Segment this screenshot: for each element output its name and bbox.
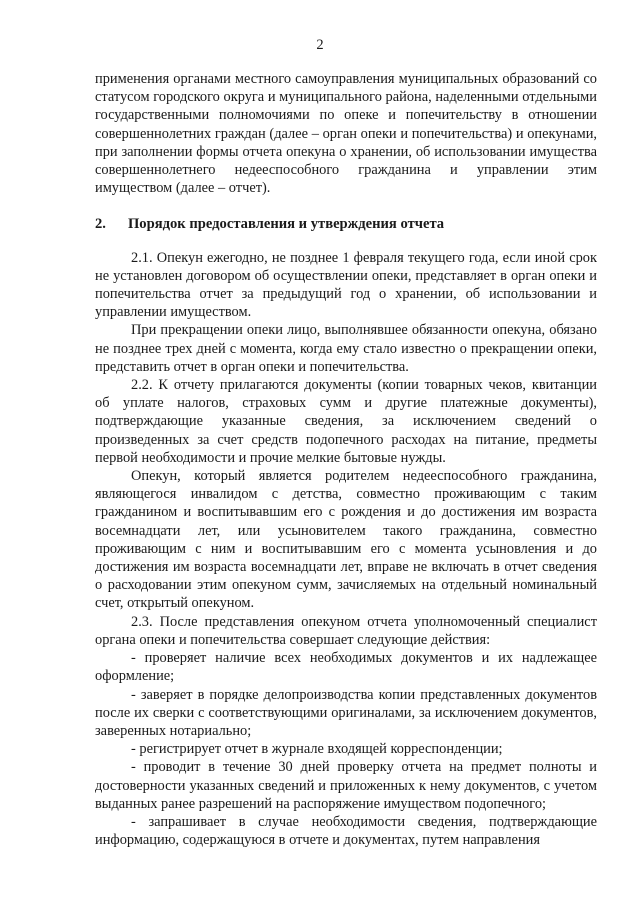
paragraph-2-1: 2.1. Опекун ежегодно, не позднее 1 февраля текущего года, если иной срок не установлен договором об осуществлении опеки, представляет в орган опеки и попечительства отчет за предыдущий год о хранении, об использовании и управлении имуществом. [95,249,597,321]
list-item-verify-report: - проводит в течение 30 дней проверку отчета на предмет полноты и достоверности указанных сведений и приложенных к нему документов, с учетом выданных ранее разрешений на распоряжение имуществом подопечного; [95,759,597,812]
section-heading [95,215,597,233]
paragraph-2-3: 2.3. После представления опекуном отчета уполномоченный специалист органа опеки и попечительства совершает следующие действия: [95,613,597,648]
paragraph-intro-continuation: применения органами местного самоуправления муниципальных образований со статусом городского округа и муниципального района, наделенными отдельными государственными полномочиями по опеке и попечительству в отношении совершеннолетних граждан (далее – орган опеки и попечительства) и опекунами, при заполнении формы отчета опекуна о хранении, об использовании имущества совершеннолетнего недееспособного гражданина и управлении этим имуществом (далее – отчет). [95,71,597,197]
list-item-check-documents: - проверяет наличие всех необходимых документов и их надлежащее оформление; [95,650,597,685]
list-item-register-report: - регистрирует отчет в журнале входящей корреспонденции; [131,741,503,758]
list-item-request-info: - запрашивает в случае необходимости сведения, подтверждающие информацию, содержащуюся в отчете и документах, путем направления [95,813,597,849]
paragraph-2-2: 2.2. К отчету прилагаются документы (копии товарных чеков, квитанции об уплате налогов, страховых сумм и другие платежные документы), подтверждающие указанные сведения, за исключением сведений о произведенных за счет средств подопечного расходах на питание, предметы первой необходимости и прочие мелкие бытовые нужды. [95,377,597,466]
document-body [95,70,597,849]
list-item-certify-copies: - заверяет в порядке делопроизводства копии представленных документов после их сверки с соответствующими оригиналами, за исключением документов, заверенных нотариально; [95,686,597,739]
paragraph-parent-guardian: Опекун, который является родителем недееспособного гражданина, являющегося инвалидом с детства, совместно проживающим с таким гражданином и воспитывавшим его с рождения и до достижения им возраста восемнадцати лет, или усыновителем такого гражданина, совместно проживающим с ним и воспитывавшим его с момента усыновления и до достижения им возраста восемнадцати лет, вправе не включать в отчет сведения о расходовании этим опекуном сумм, зачисляемых на отдельный номинальный счет, открытый опекуном. [95,468,597,612]
paragraph-termination: При прекращении опеки лицо, выполнявшее обязанности опекуна, обязано не позднее трех дней с момента, когда ему стало известно о прекращении опеки, представить отчет в орган опеки и попечительства. [95,322,597,375]
section-number: 2. [95,216,106,233]
page-number: 2 [316,37,324,53]
section-title: Порядок предоставления и утверждения отчета [127,216,445,233]
